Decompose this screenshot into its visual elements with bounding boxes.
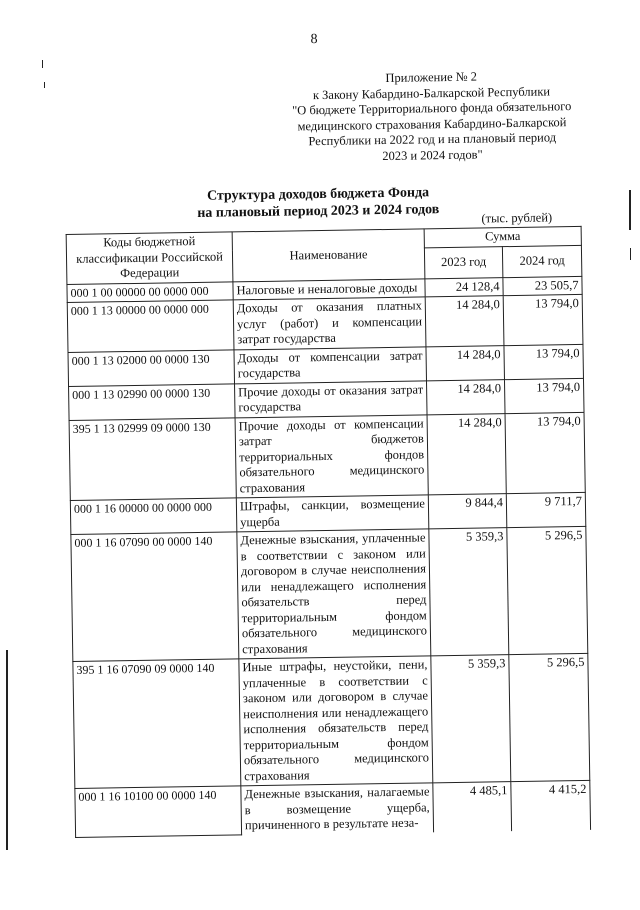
cell-2023: 4 485,1 (433, 782, 512, 832)
scan-mark-right (629, 190, 631, 230)
table-row (75, 780, 591, 837)
scan-mark-left (42, 60, 43, 68)
cell-2024: 5 296,5 (509, 653, 590, 781)
cell-2024: 13 794,0 (504, 378, 584, 413)
cell-code: 000 1 00 00000 00 0000 000 (67, 281, 233, 302)
cell-name: Прочие доходы от компенсации затрат бюджетов территориальных фондов обязательного медицинского страхования (235, 414, 428, 498)
cell-name: Штрафы, санкции, возмещение ущерба (236, 495, 429, 532)
appendix-line: медицинского страхования Кабардино-Балкарской (297, 114, 567, 133)
table-row (73, 653, 590, 788)
cell-2023: 9 844,4 (428, 494, 507, 529)
appendix-line: 2023 и 2024 годов" (382, 146, 483, 163)
cell-2023: 14 284,0 (425, 296, 504, 347)
scan-mark-right (630, 248, 631, 260)
cell-name: Доходы от компенсации затрат государства (234, 346, 427, 383)
cell-2023: 5 359,3 (431, 655, 511, 783)
table-row (67, 294, 583, 352)
cell-2024: 13 794,0 (504, 344, 584, 379)
appendix-line: Республики на 2022 год и на плановый период (308, 130, 557, 149)
cell-2023: 14 284,0 (426, 345, 505, 380)
cell-code: 000 1 13 02990 00 0000 130 (69, 383, 236, 420)
cell-name: Иные штрафы, неустойки, пени, уплаченные в соответствии с законом или договором в случае неисполнения или ненадлежащего исполнения обязательств перед территориальным фондом обязательного медицинского страхования (239, 656, 433, 786)
cell-2023: 5 359,3 (429, 528, 509, 656)
cell-2023: 24 128,4 (425, 277, 503, 297)
appendix-line: Приложение № 2 (385, 69, 478, 85)
title-line-2: на плановый период 2023 и 2024 годов (197, 202, 440, 221)
cell-2024: 5 296,5 (507, 526, 588, 654)
cell-name: Доходы от оказания платных услуг (работ) и компенсации затрат государства (233, 297, 426, 350)
cell-name: Налоговые и неналоговые доходы (233, 278, 425, 300)
cell-code: 000 1 16 00000 00 0000 000 (70, 498, 237, 535)
header-year-2023: 2023 год (424, 246, 502, 278)
cell-code: 395 1 16 07090 09 0000 140 (73, 659, 241, 789)
table-row (71, 526, 588, 661)
cell-name: Денежные взыскания, налагаемые в возмещение ущерба, причиненного в результате неза- (241, 783, 434, 835)
header-sum: Сумма (424, 226, 581, 247)
page-number: 8 (310, 32, 318, 48)
cell-code: 000 1 13 00000 00 0000 000 (67, 300, 234, 352)
cell-code: 000 1 16 10100 00 0000 140 (75, 786, 242, 838)
document-title (153, 183, 483, 222)
scan-mark-left (6, 650, 8, 850)
appendix-header (271, 68, 592, 166)
header-code: Коды бюджетной классификации Российской Федерации (66, 232, 233, 284)
revenue-table (66, 226, 591, 838)
cell-code: 000 1 16 07090 00 0000 140 (71, 532, 239, 662)
cell-2024: 23 505,7 (503, 276, 582, 296)
appendix-line: к Закону Кабардино-Балкарской Республики (312, 83, 551, 102)
title-line-1: Структура доходов бюджета Фонда (206, 185, 430, 204)
appendix-line: "О бюджете Территориального фонда обязательного (292, 99, 572, 118)
cell-2023: 14 284,0 (426, 379, 505, 414)
scan-mark-left (44, 82, 45, 88)
cell-2023: 14 284,0 (427, 413, 506, 495)
units-label: (тыс. рублей) (481, 210, 553, 226)
cell-2024: 4 415,2 (511, 780, 591, 830)
cell-2024: 13 794,0 (503, 294, 583, 345)
header-name: Наименование (232, 229, 425, 282)
cell-2024: 13 794,0 (505, 412, 585, 494)
cell-name: Прочие доходы от оказания затрат государства (235, 380, 428, 417)
header-year-2024: 2024 год (502, 245, 581, 277)
table-row (69, 412, 585, 501)
cell-2024: 9 711,7 (506, 492, 586, 527)
cell-code: 395 1 13 02999 09 0000 130 (69, 417, 236, 500)
cell-name: Денежные взыскания, уплаченные в соответствии с законом или договором в случае неисполнения или ненадлежащего исполнения обязательств перед территориальным фондом обязательного медицинского страхования (237, 529, 431, 659)
cell-code: 000 1 13 02000 00 0000 130 (68, 349, 235, 386)
